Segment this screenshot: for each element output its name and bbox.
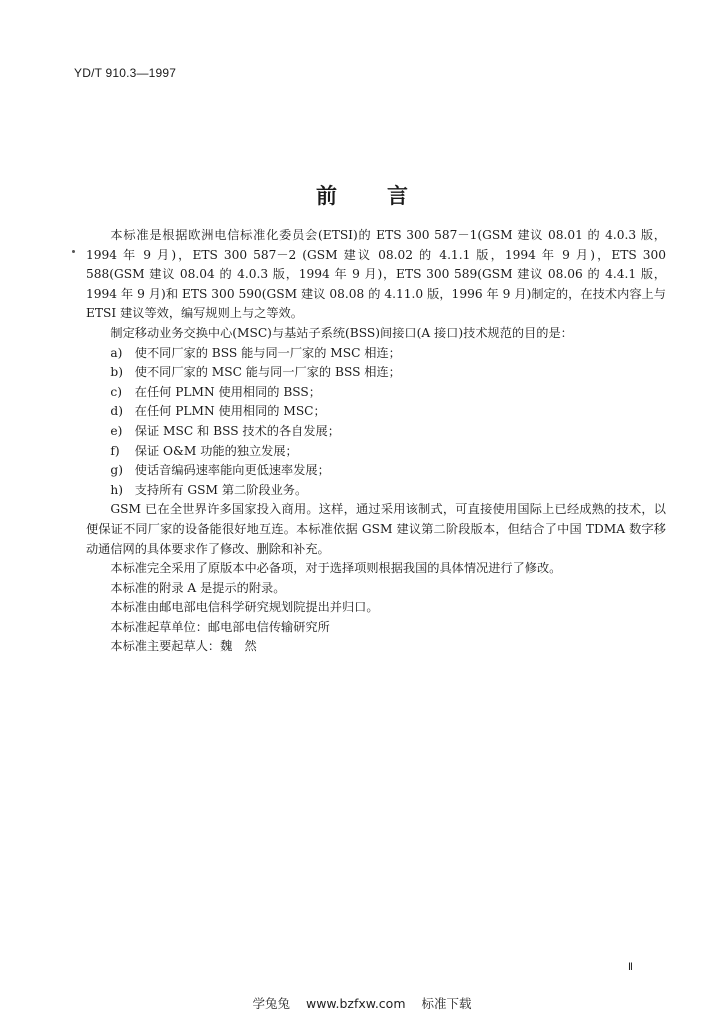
purpose-list: [86, 344, 666, 501]
list-item-text: 使不同厂家的 MSC 能与同一厂家的 BSS 相连；: [134, 365, 401, 380]
page-title: 前言: [316, 183, 458, 208]
list-item: [86, 383, 666, 403]
appendix-note: 本标准的附录 A 是提示的附录。: [110, 580, 286, 595]
list-item: [86, 461, 666, 481]
document-body: [86, 226, 666, 657]
list-item: [86, 481, 666, 501]
drafting-unit: 本标准起草单位：邮电部电信传输研究所: [110, 619, 330, 634]
list-marker: c): [110, 384, 122, 399]
list-marker: g): [110, 463, 123, 478]
list-item: [86, 402, 666, 422]
list-item: [86, 442, 666, 462]
footer-tagline: 标准下载: [421, 996, 472, 1011]
list-item: [86, 344, 666, 364]
footer: [0, 994, 724, 1012]
list-item-text: 支持所有 GSM 第二阶段业务。: [134, 482, 308, 497]
list-item-text: 保证 O&M 功能的独立发展；: [134, 443, 298, 458]
list-marker: f): [110, 443, 120, 458]
adoption-paragraph: 本标准完全采用了原版本中必备项，对于选择项则根据我国的具体情况进行了修改。: [110, 561, 562, 576]
list-marker: h): [110, 482, 123, 497]
footer-url[interactable]: www.bzfxw.com: [305, 996, 406, 1011]
gsm-paragraph: GSM 已在全世界许多国家投入商用。这样，通过采用该制式，可直接使用国际上已经成熟的技术，以便保证不同厂家的设备能很好地互连。本标准依据 GSM 建议第二阶段版本，但结合了中国 TDMA 数字移动通信网的具体要求作了修改、删除和补充。: [86, 502, 666, 556]
proposer-note: 本标准由邮电部电信科学研究规划院提出并归口。: [110, 600, 379, 615]
purpose-heading: 制定移动业务交换中心(MSC)与基站子系统(BSS)间接口(A 接口)技术规范的目的是：: [110, 325, 573, 340]
list-item-text: 使话音编码速率能向更低速率发展；: [134, 463, 330, 478]
list-item-text: 在任何 PLMN 使用相同的 BSS；: [134, 384, 321, 399]
list-item-text: 使不同厂家的 BSS 能与同一厂家的 MSC 相连；: [134, 345, 401, 360]
list-marker: b): [110, 365, 123, 380]
footer-site-name: 学兔兔: [252, 996, 290, 1011]
list-item: [86, 363, 666, 383]
list-marker: d): [110, 404, 123, 419]
list-item-text: 在任何 PLMN 使用相同的 MSC；: [134, 404, 326, 419]
drafters: 本标准主要起草人：魏 然: [110, 639, 257, 654]
list-item-text: 保证 MSC 和 BSS 技术的各自发展；: [134, 423, 340, 438]
standard-code: YD/T 910.3—1997: [74, 66, 177, 80]
scan-speck: [72, 250, 75, 253]
list-marker: e): [110, 423, 123, 438]
page-number: Ⅱ: [628, 962, 633, 973]
intro-paragraph: 本标准是根据欧洲电信标准化委员会(ETSI)的 ETS 300 587－1(GSM 建议 08.01 的 4.0.3 版，1994 年 9 月)，ETS 300 587－2 (GSM 建议 08.02 的 4.1.1 版，1994 年 9 月)，ETS 300 588(GSM 建议 08.04 的 4.0.3 版，1994 年 9 月)，ETS 300 589(GSM 建议 08.06 的 4.4.1 版，1994 年 9 月)和 ETS 300 590(GSM 建议 08.08 的 4.11.0 版，1996 年 9 月)制定的，在技术内容上与 ETSI 建议等效，编写规则上与之等效。: [86, 228, 666, 321]
list-item: [86, 422, 666, 442]
list-marker: a): [110, 345, 123, 360]
